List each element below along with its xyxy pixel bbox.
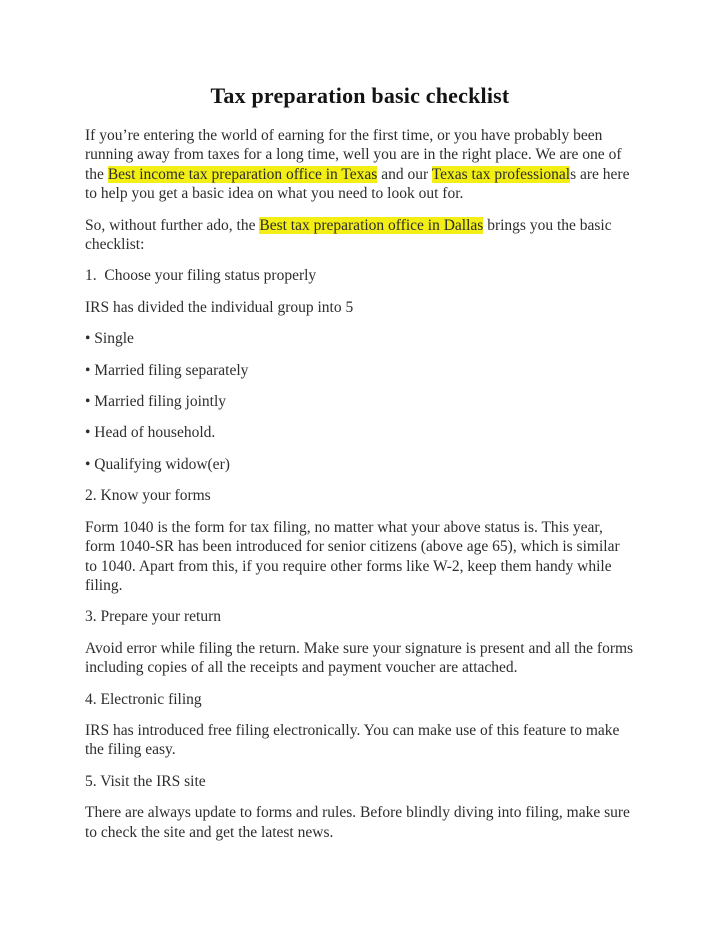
ado-text-1: So, without further ado, the bbox=[85, 216, 260, 234]
bullet-married-filing-separately: • Married filing separately bbox=[85, 361, 249, 379]
checklist-item-2-heading: 2. Know your forms bbox=[85, 487, 211, 505]
checklist-item-5-heading: 5. Visit the IRS site bbox=[85, 772, 206, 790]
intro-paragraph bbox=[85, 126, 635, 204]
ado-paragraph bbox=[85, 216, 635, 255]
bullet-married-filing-jointly: • Married filing jointly bbox=[85, 393, 227, 411]
visit-irs-site-body: There are always update to forms and rules. Before blindly diving into filing, make sure to check the site and get the latest news. bbox=[85, 804, 634, 841]
ado-text-2: brings you the basic checklist: bbox=[85, 216, 616, 254]
intro-text-2: and our bbox=[377, 165, 432, 183]
bullet-qualifying-widower: • Qualifying widow(er) bbox=[85, 455, 230, 473]
bullet-head-of-household: • Head of household. bbox=[85, 424, 216, 442]
bullet-single: • Single bbox=[85, 330, 134, 348]
intro-text-3: s are here to help you get a basic idea on what you need to look out for. bbox=[85, 165, 634, 203]
filing-status-lead: IRS has divided the individual group into 5 bbox=[85, 298, 354, 316]
checklist-item-1-heading: 1. Choose your filing status properly bbox=[85, 267, 317, 285]
intro-text-1: If you’re entering the world of earning for the first time, or you have probably been running away from taxes for a long time, well you are in the right place. We are one of the bbox=[85, 127, 626, 183]
checklist-item-4-heading: 4. Electronic filing bbox=[85, 690, 202, 708]
highlight-best-income-tax-office-texas: Best income tax preparation office in Texas bbox=[107, 165, 378, 183]
prepare-your-return-body: Avoid error while filing the return. Make sure your signature is present and all the forms including copies of all the receipts and payment voucher are attached. bbox=[85, 639, 637, 677]
checklist-item-3-heading: 3. Prepare your return bbox=[85, 608, 222, 626]
document-title: Tax preparation basic checklist bbox=[210, 83, 510, 108]
highlight-texas-tax-professional: Texas tax professional bbox=[431, 165, 571, 183]
electronic-filing-body: IRS has introduced free filing electronically. You can make use of this feature to make the filing easy. bbox=[85, 721, 624, 759]
know-your-forms-body: Form 1040 is the form for tax filing, no matter what your above status is. This year, form 1040-SR has been introduced for senior citizens (above age 65), which is similar to 1040. Apart from this, if you require other forms like W-2, keep them handy while filing. bbox=[85, 518, 624, 594]
highlight-best-tax-preparation-office-dallas: Best tax preparation office in Dallas bbox=[259, 216, 484, 234]
